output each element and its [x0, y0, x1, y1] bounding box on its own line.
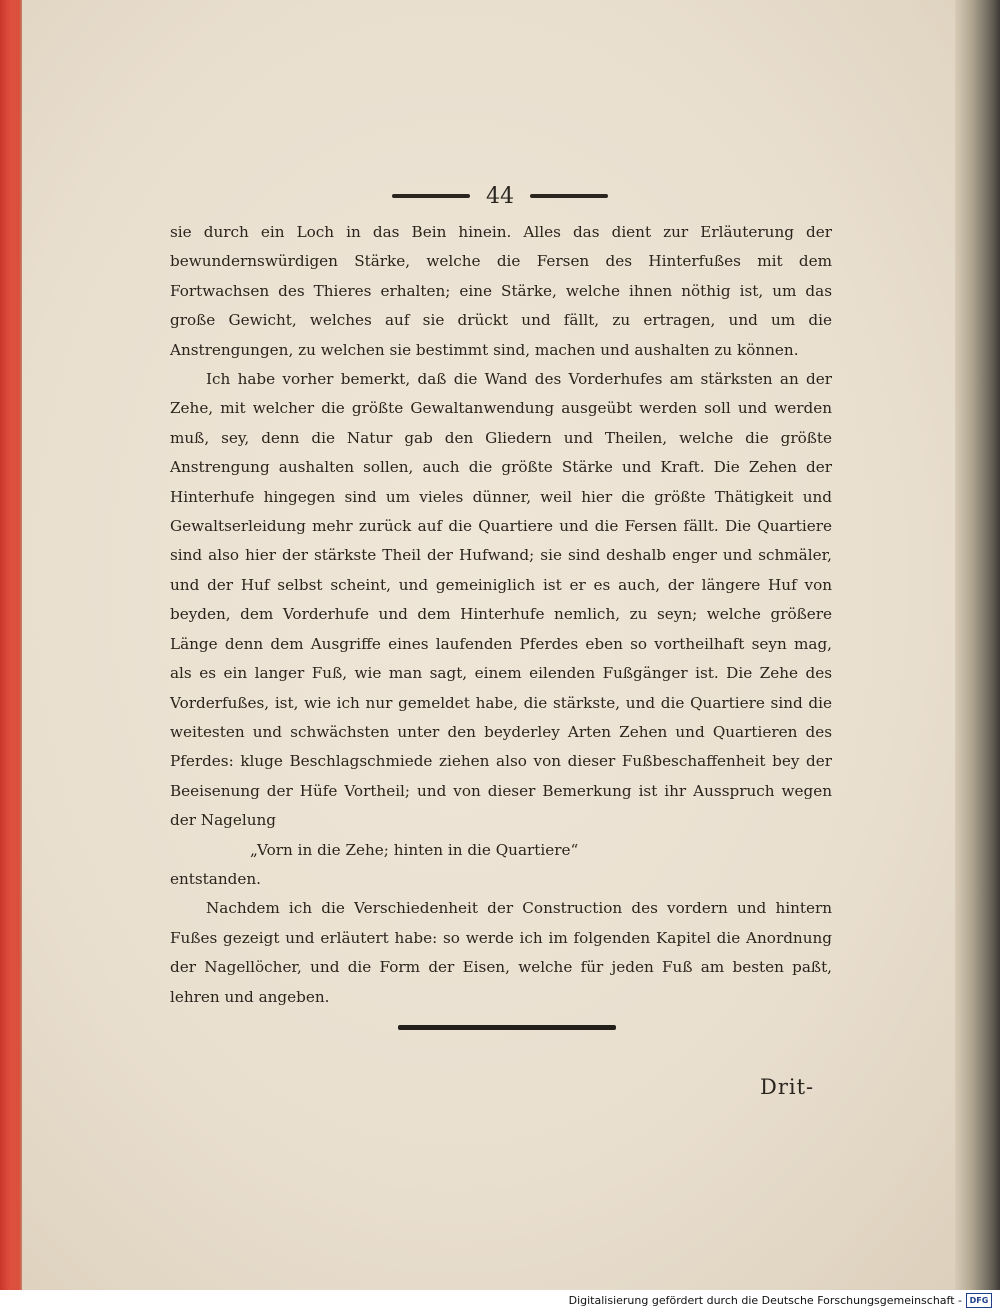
footer-text: Digitalisierung gefördert durch die Deutsche Forschungsgemeinschaft -	[568, 1294, 962, 1307]
page-gutter-shadow	[955, 0, 1000, 1290]
page-header	[380, 182, 620, 210]
catchword: Drit-	[760, 1075, 815, 1099]
paragraph: Ich habe vorher bemerkt, daß die Wand des Vorderhufes am stärksten an der Zehe, mit welcher die größte Gewaltanwendung ausgeübt werden soll und werden muß, sey, denn die Natur gab den Gliedern und Theilen, welche die größte Anstrengung aushalten sollen, auch die größte Stärke und Kraft. Die Zehen der Hinterhufe hingegen sind um vieles dünner, weil hier die größte Thätigkeit und Gewaltserleidung mehr zurück auf die Quartiere und die Fersen fällt. Die Quartiere sind also hier der stärkste Theil der Hufwand; sie sind deshalb enger und schmäler, und der Huf selbst scheint, und gemeiniglich ist er es auch, der längere Huf von beyden, dem Vorderhufe und dem Hinterhufe nemlich, zu seyn; welche größere Länge denn dem Ausgriffe eines laufenden Pferdes eben so vortheilhaft seyn mag, als es ein langer Fuß, wie man sagt, einem eilenden Fußgänger ist. Die Zehe des Vorderfußes, ist, wie ich nur gemeldet habe, die stärkste, und die Quartiere sind die weitesten und schwächsten unter den beyderley Arten Zehen und Quartieren des Pferdes: kluge Beschlagschmiede ziehen also von dieser Fußbeschaffenheit bey der Beeisenung der Hüfe Vortheil; und von dieser Bemerkung ist ihr Ausspruch wegen der Nagelung	[170, 370, 832, 830]
quotation: „Vorn in die Zehe; hinten in die Quartiere“	[250, 840, 579, 859]
header-rule-left	[392, 194, 470, 198]
red-book-edge	[0, 0, 24, 1290]
paragraph-ending: entstanden.	[170, 869, 261, 888]
paragraph-continuation: sie durch ein Loch in das Bein hinein. Alles das dient zur Erläuterung der bewundernswürdigen Stärke, welche die Fersen des Hinterfußes mit dem Fortwachsen des Thieres erhalten; eine Stärke, welche ihnen nöthig ist, um das große Gewicht, welches auf sie drückt und fällt, zu ertragen, und um die Anstrengungen, zu welchen sie bestimmt sind, machen und aushalten zu können.	[170, 223, 832, 359]
section-end-rule	[398, 1025, 616, 1030]
body-text	[170, 218, 832, 1012]
paragraph: Nachdem ich die Verschiedenheit der Construction des vordern und hintern Fußes gezeigt und erläutert habe: so werde ich im folgenden Kapitel die Anordnung der Nagellöcher, und die Form der Eisen, welche für jeden Fuß am besten paßt, lehren und angeben.	[170, 899, 832, 1006]
header-rule-right	[530, 194, 608, 198]
digitization-footer	[569, 1292, 992, 1309]
dfg-logo: DFG	[966, 1293, 992, 1308]
page-number: 44	[486, 183, 514, 209]
